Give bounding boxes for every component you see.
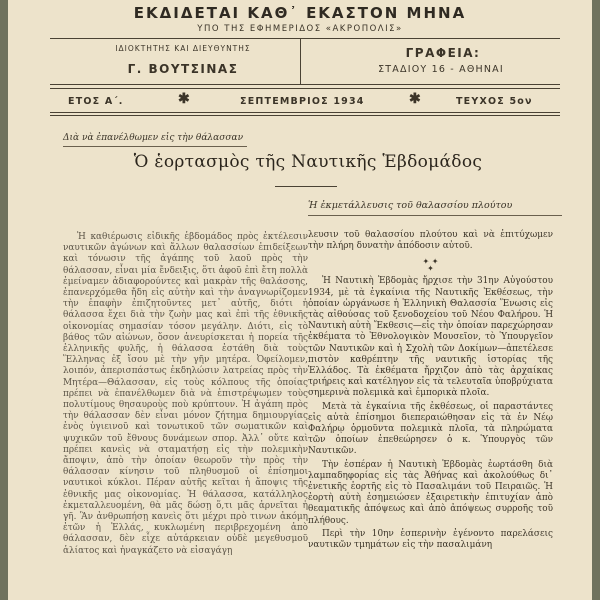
masthead-rule-mid2 <box>50 88 560 89</box>
section-ornament: ✦ ✦ ✦ <box>422 257 439 274</box>
headline-rule <box>275 186 337 187</box>
right-paragraph: Ἡ Ναυτικὴ Ἑβδομὰς ἤρχισε τὴν 31ην Αὐγούστου 1934, μὲ τὰ ἐγκαίνια τῆς Ναυτικῆς Ἐκθέσεως, τὴν ὁποίαν ὠργάνωσε ἡ Ἑλληνικὴ Θαλασσία Ἕνωσις εἰς τὰς αἰθούσας τοῦ ξενοδοχείου τοῦ Νέου Φαλήρου. Ἡ Ναυτικὴ αὐτὴ Ἔκθεσις—εἰς τὴν ὁποίαν παρεχώρησαν ἐκθέματα τὸ Ἐθνολογικὸν Μουσεῖον, τὸ Ὑπουργεῖον τῶν Ναυτικῶν καὶ ἡ Σχολὴ τῶν Δοκίμων—ἀπετέλεσε πιστὸν καθρέπτην τῆς ναυτικῆς ἱστορίας τῆς Ἑλλάδος. Τὰ ἐκθέματα ἤρχιζον ἀπὸ τὰς ἀρχαίκας τριήρεις καὶ κατέληγον εἰς τὰ τελευταῖα ὑποβρύχιατα σημερινὰ πολεμικὰ καὶ ἐμπορικὰ πλοῖα. <box>308 276 553 399</box>
right-paragraph: Μετὰ τὰ ἐγκαίνια τῆς ἐκθέσεως, οἱ παραστάντες εἰς αὐτὰ ἐπίσημοι διεπεραιώθησαν εἰς τὰ ἐν Νέῳ Φαλήρῳ ὁρμοῦντα πολεμικὰ πλοῖα, τὰ πληρώματα τῶν ὁποίων ἐπεθεώρησεν ὁ κ. Ὑπουργὸς τῶν Ναυτικῶν. <box>308 401 553 457</box>
masthead-rule-bottom2 <box>50 115 560 116</box>
left-column <box>63 232 308 559</box>
masthead-rule-mid <box>50 84 560 85</box>
masthead-rule-bottom <box>50 112 560 113</box>
issue-date: ΣΕΠΤΕΜΒΡΙΟΣ 1934 <box>240 96 365 107</box>
masthead-subtitle: ΥΠΟ ΤΗΣ ΕΦΗΜΕΡΙΔΟΣ «ΑΚΡΟΠΟΛΙΣ» <box>197 24 403 34</box>
year-label: ΕΤΟΣ Α΄. <box>68 96 124 107</box>
office-label: ΓΡΑΦΕΙΑ: <box>405 46 481 60</box>
star-separator-left: ✱ <box>178 91 190 107</box>
right-paragraph: λευσιν τοῦ θαλασσίου πλούτου καὶ νὰ ἐπιτύχωμεν τὴν πλήρη δυνατὴν ἀπόδοσιν αὐτοῦ. <box>308 230 553 252</box>
article-headline: Ὁ ἑορτασμὸς τῆς Ναυτικῆς Ἑβδομάδος <box>133 152 483 172</box>
office-address: ΣΤΑΔΙΟΥ 16 - ΑΘΗΝΑΙ <box>378 64 504 75</box>
article-subhead: Ἡ ἐκμετάλλευσις τοῦ θαλασσίου πλούτου <box>308 200 513 211</box>
right-paragraph: Τὴν ἑσπέραν ἡ Ναυτικὴ Ἑβδομὰς ἑωρτάσθη διὰ λαμπαδηφορίας εἰς τὰς Ἀθήνας καὶ ἀκολούθως δι᾿ ἐνετικῆς ἑορτῆς εἰς τὸ Πασαλιμάνι τοῦ Πειραιῶς. Ἡ ἑορτὴ αὐτὴ ἐσημειώσεν ἐξαιρετικὴν ἐπιτυχίαν ἀπὸ θεαματικῆς ἀπόψεως καὶ ἀπὸ ἀπόψεως συρροῆς τοῦ πλήθους. <box>308 459 553 526</box>
kicker-underline <box>63 146 247 147</box>
masthead-rule-top <box>50 38 560 39</box>
right-column <box>308 230 553 553</box>
masthead-divider <box>300 38 301 84</box>
left-paragraph: Ἡ καθιέρωσις εἰδικῆς ἑβδομάδος πρὸς ἐκτέλεσιν ναυτικῶν ἀγώνων καὶ ἄλλων θαλασσίων ἐπιδείξεων καὶ τόνωσιν τῆς ἀγάπης τοῦ λαοῦ πρὸς τὴν θάλασσαν, εἶναι μία ἔνδειξις, ὅτι ἀφοῦ ἐπὶ ἔτη πολλὰ ἐμείναμεν ἀδιαφορούντες καὶ μακρὰν τῆς θαλάσσης, ἐπανερχόμεθα ἤδη εἰς αὐτὴν καὶ τὴν ἀναγνωρίζομεν τὴν ἐπαφὴν ἐπιζητοῦντες μετ᾿ αὐτῆς, διότι ἡ θάλασσα ἔχει διὰ τὴν ζωὴν μας καὶ ἐπὶ τῆς ἐθνικῆς οἰκονομίας σημασίαν τόσον μεγάλην. Διότι, εἰς τὸ βάθος τῶν αἰώνων, ὅσον ἀνευρίσκεται ἡ πορεία τῆς ἑλληνικῆς φυλῆς, ἡ θάλασσα ἐστάθη διὰ τοὺς Ἕλληνας ἐξ ἴσου μὲ τὴν γῆν μητέρα. Ὀφείλομεν, λοιπόν, ἀπερισπάστως ἐκδηλώσιν λατρείας πρὸς τὴν Μητέρα—Θάλασσαν, εἰς τοὺς κόλπους τῆς ὁποίας πρέπει νὰ ἐπανέλθωμεν διὰ νὰ ἐπιστρέψωμεν τοὺς πολυτίμους θησαυροὺς ποὺ κρύπτουν. Ἡ ἀγάπη πρὸς τὴν θάλασσαν δὲν εἶναι μόνον ζήτημα δημιουργίας ἑνὸς ὑγιεινοῦ καὶ τονωτικοῦ τῶν σωματικῶν καὶ ψυχικῶν τοῦ ἔθνους δυνάμεων σπορ. Ἀλλ᾿ οὔτε καὶ πρέπει κανεὶς νὰ σταματήσῃ εἰς τὴν πολεμικὴν ἄποψιν, ἀπὸ τὴν ὁποίαν θεωροῦν τὴν πρὸς τὴν θάλασσαν κίνησιν τοῦ πληθυσμοῦ οἱ ἐπίσημοι ναυτικοὶ κύκλοι. Πέραν αὐτῆς κεῖται ἡ ἄποψις τῆς ἐθνικῆς μας οἰκονομίας. Ἡ θάλασσα, κατάλληλος ἐκμεταλλευομένη, θὰ μᾶς δώσῃ ὅ,τι μᾶς ἀρνεῖται ἡ γῆ. Ἂν ἀνθρωπήσῃ κανεὶς ὅτι μέχρι πρὸ τινων ἀκόμη ἐτῶν ἡ Ἑλλάς, κυκλωμένη περιβρεχομένη ἀπὸ θάλασσαν, δὲν εἶχε αὐτάρκειαν οὐδὲ μεγεθυσμοῦ ἁλίατος καὶ ἠναγκάζετο νὰ εἰσαγάγῃ <box>63 232 308 556</box>
owner-name: Γ. ΒΟΥΤΣΙΝΑΣ <box>127 62 239 76</box>
issue-number: ΤΕΥΧΟΣ 5ον <box>456 96 533 107</box>
masthead-title: ΕΚΔΙΔΕΤΑΙ ΚΑΘ᾿ ΕΚΑΣΤΟΝ ΜΗΝΑ <box>133 4 467 22</box>
star-separator-right: ✱ <box>409 91 421 107</box>
article-kicker: Διὰ νὰ ἐπανέλθωμεν εἰς τὴν θάλασσαν <box>63 133 244 143</box>
owner-label: ΙΔΙΟΚΤΗΤΗΣ ΚΑΙ ΔΙΕΥΘΥΝΤΗΣ <box>115 44 251 53</box>
subhead-underline <box>308 215 562 216</box>
magazine-page <box>8 0 592 600</box>
right-paragraph: Περὶ τὴν 10ην ἑσπερινὴν ἐγένοντο παρελάσεις ναυτικῶν τμημάτων εἰς τὴν πασαλιμάνη <box>308 528 553 551</box>
